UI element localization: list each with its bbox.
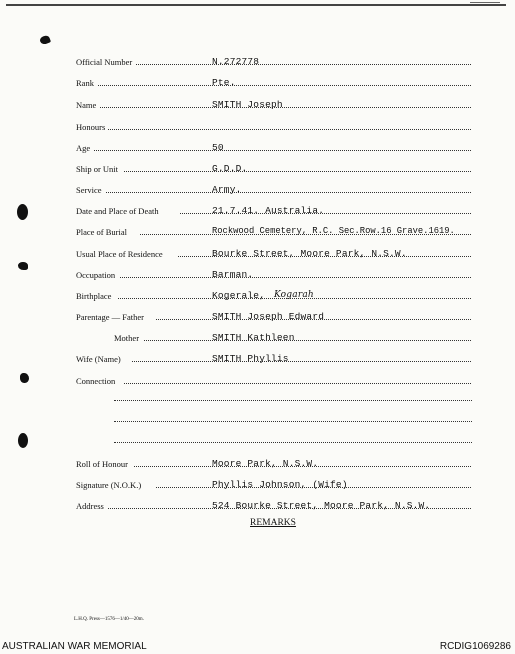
- top-border-mark: [470, 2, 500, 7]
- binding-hole: [18, 433, 28, 448]
- field-age: [76, 139, 471, 153]
- field-address: [76, 497, 471, 511]
- field-value: 21.7.41. Australia.: [212, 205, 325, 216]
- field-label: Official Number: [76, 57, 133, 67]
- field-value: SMITH Phyllis: [212, 353, 289, 364]
- field-label: Name: [76, 100, 97, 110]
- field-wife: [76, 350, 471, 364]
- record-id: RCDIG1069286: [439, 641, 511, 652]
- field-value: SMITH Joseph Edward: [212, 311, 325, 322]
- field-label: Mother: [114, 333, 140, 343]
- field-roll-of-honour: [76, 455, 471, 469]
- binding-hole: [20, 373, 29, 383]
- field-connection: [76, 372, 471, 386]
- field-value: N.272778: [212, 56, 260, 67]
- field-value: Pte.: [212, 77, 236, 88]
- field-rank: [76, 74, 471, 88]
- field-service: [76, 181, 471, 195]
- field-value: SMITH Joseph: [212, 99, 283, 110]
- field-place-of-burial: [76, 223, 471, 237]
- field-ship-or-unit: [76, 160, 471, 174]
- field-label: Birthplace: [76, 291, 112, 301]
- field-label: Service: [76, 185, 102, 195]
- field-label: Occupation: [76, 270, 116, 280]
- field-value: Phyllis Johnson, (Wife): [212, 479, 348, 490]
- field-value: Army.: [212, 184, 242, 195]
- field-honours: [76, 118, 471, 132]
- field-signature-nok: [76, 476, 471, 490]
- field-occupation: [76, 266, 471, 280]
- binding-hole: [17, 204, 28, 220]
- print-code: L.H.Q. Press—1576—1/40—20m.: [74, 617, 144, 622]
- field-value: Moore Park, N.S.W.: [212, 458, 319, 469]
- connection-line: [114, 442, 472, 443]
- connection-line: [114, 421, 472, 422]
- field-value: SMITH Kathleen: [212, 332, 295, 343]
- field-value: G.D.D.: [212, 163, 248, 174]
- field-value: Barman.: [212, 269, 254, 280]
- field-label: Ship or Unit: [76, 164, 119, 174]
- field-value: Rockwood Cemetery, R.C. Sec.Row.16 Grave.1619.: [212, 226, 455, 236]
- field-father: [76, 308, 471, 322]
- field-label: Usual Place of Residence: [76, 249, 163, 259]
- field-label: Parentage — Father: [76, 312, 144, 322]
- field-official-number: [76, 53, 471, 67]
- remarks-heading: REMARKS: [250, 518, 296, 528]
- field-name: [76, 96, 471, 110]
- field-usual-residence: [76, 245, 471, 259]
- field-label: Wife (Name): [76, 354, 121, 364]
- field-value: 524 Bourke Street, Moore Park, N.S.W.: [212, 500, 431, 511]
- field-value: 50: [212, 142, 224, 153]
- field-mother: [76, 329, 471, 343]
- field-label: Date and Place of Death: [76, 206, 159, 216]
- field-label: Honours: [76, 122, 106, 132]
- field-label: Place of Burial: [76, 227, 127, 237]
- field-label: Signature (N.O.K.): [76, 480, 142, 490]
- archive-name: AUSTRALIAN WAR MEMORIAL: [2, 641, 147, 652]
- field-label: Rank: [76, 78, 94, 88]
- field-date-place-of-death: [76, 202, 471, 216]
- field-birthplace: [76, 287, 471, 301]
- field-label: Age: [76, 143, 91, 153]
- field-value: Bourke Street, Moore Park, N.S.W.: [212, 248, 407, 259]
- top-border: [6, 4, 506, 6]
- field-label: Address: [76, 501, 104, 511]
- handwritten-correction: Kogarah: [274, 290, 314, 300]
- binding-hole: [18, 262, 28, 270]
- binding-hole: [39, 35, 51, 46]
- field-value: Kogerale,: [212, 290, 266, 301]
- connection-line: [114, 400, 472, 401]
- field-label: Roll of Honour: [76, 459, 128, 469]
- field-label: Connection: [76, 376, 116, 386]
